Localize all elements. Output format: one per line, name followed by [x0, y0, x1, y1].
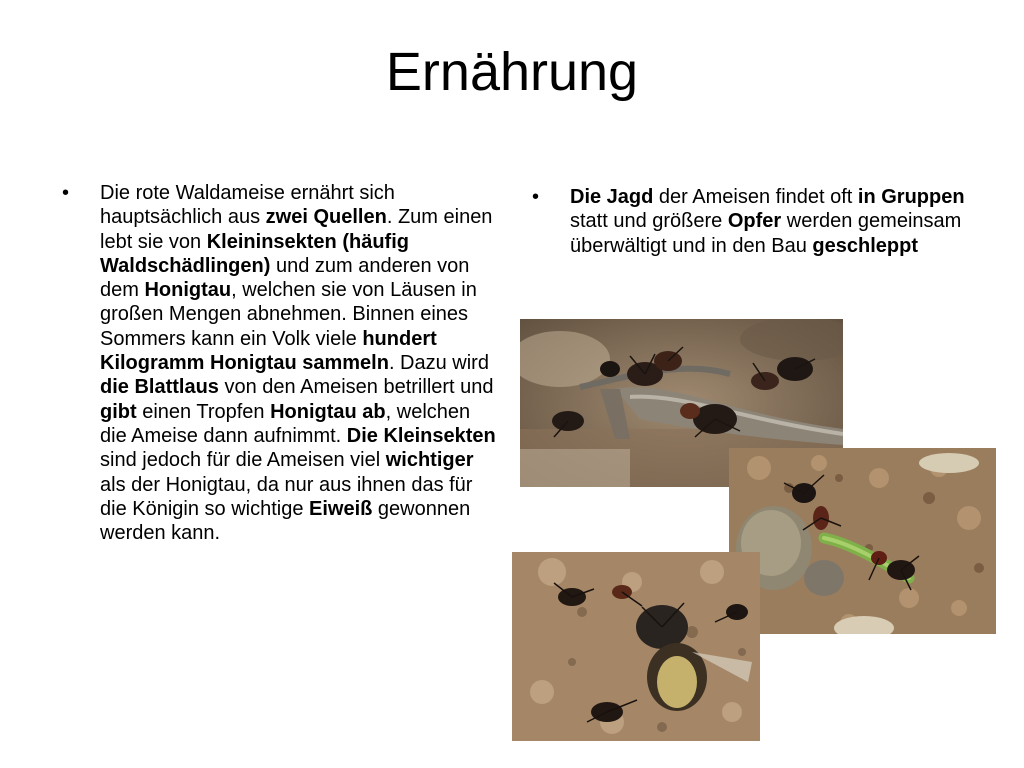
bold-text-run: in Gruppen — [857, 186, 965, 208]
ant-carrying-caterpillar-photo — [729, 448, 996, 634]
text-run: einen Tropfen — [136, 400, 271, 423]
right-text-column — [532, 185, 972, 258]
bold-text-run: wichtiger — [385, 449, 474, 472]
text-run: Die rote Waldameise ernährt sich hauptsächlich aus — [100, 182, 395, 229]
bullet-marker: • — [532, 186, 540, 208]
text-run: . Dazu wird — [388, 352, 489, 375]
text-run: werden gemeinsam überwältigt und in den Bau — [570, 210, 962, 257]
bold-text-run: hundert Kilogramm Honigtau sammeln — [100, 327, 437, 375]
text-run: von den Ameisen betrillert und — [218, 376, 494, 399]
text-run: . Zum einen lebt sie von — [100, 206, 493, 253]
left-text-column — [62, 181, 497, 545]
text-run: statt und größere — [570, 210, 728, 233]
bold-text-run: Kleininsekten (häufig Waldschädlingen) — [100, 230, 409, 277]
slide-title: Ernährung — [385, 42, 639, 102]
text-run: , welchen sie von Läusen in großen Mengen abnehmen. Binnen eines Sommers kann ein Volk viele — [100, 279, 477, 350]
text-run: und zum anderen von dem — [100, 254, 470, 302]
bold-text-run: die Blattlaus — [100, 376, 219, 399]
text-run: sind jedoch für die Ameisen viel — [100, 449, 386, 472]
bold-text-run: Opfer — [727, 210, 782, 233]
bullet-item — [62, 181, 497, 545]
bullet-text-food-sources — [100, 181, 497, 545]
bullet-marker: • — [62, 182, 70, 204]
bold-text-run: zwei Quellen — [265, 206, 387, 229]
ants-attacking-wasp-photo — [512, 552, 760, 741]
bullet-text-hunting — [570, 185, 972, 258]
bullet-item — [532, 185, 972, 258]
text-run: als der Honigtau, da nur aus ihnen das für die Königin so wichtige — [100, 473, 473, 520]
bold-text-run: Eiweiß — [309, 497, 373, 520]
bold-text-run: geschleppt — [812, 234, 918, 257]
text-run: , welchen die Ameise dann aufnimmt. — [100, 400, 471, 447]
text-run: der Ameisen findet oft — [653, 186, 858, 208]
bold-text-run: Die Kleinsekten — [346, 424, 496, 447]
bold-text-run: Honigtau — [144, 279, 232, 302]
text-run: gewonnen werden kann. — [100, 497, 471, 545]
bold-text-run: Die Jagd — [570, 186, 654, 208]
bold-text-run: gibt — [100, 400, 137, 423]
bold-text-run: Honigtau ab — [270, 400, 386, 423]
